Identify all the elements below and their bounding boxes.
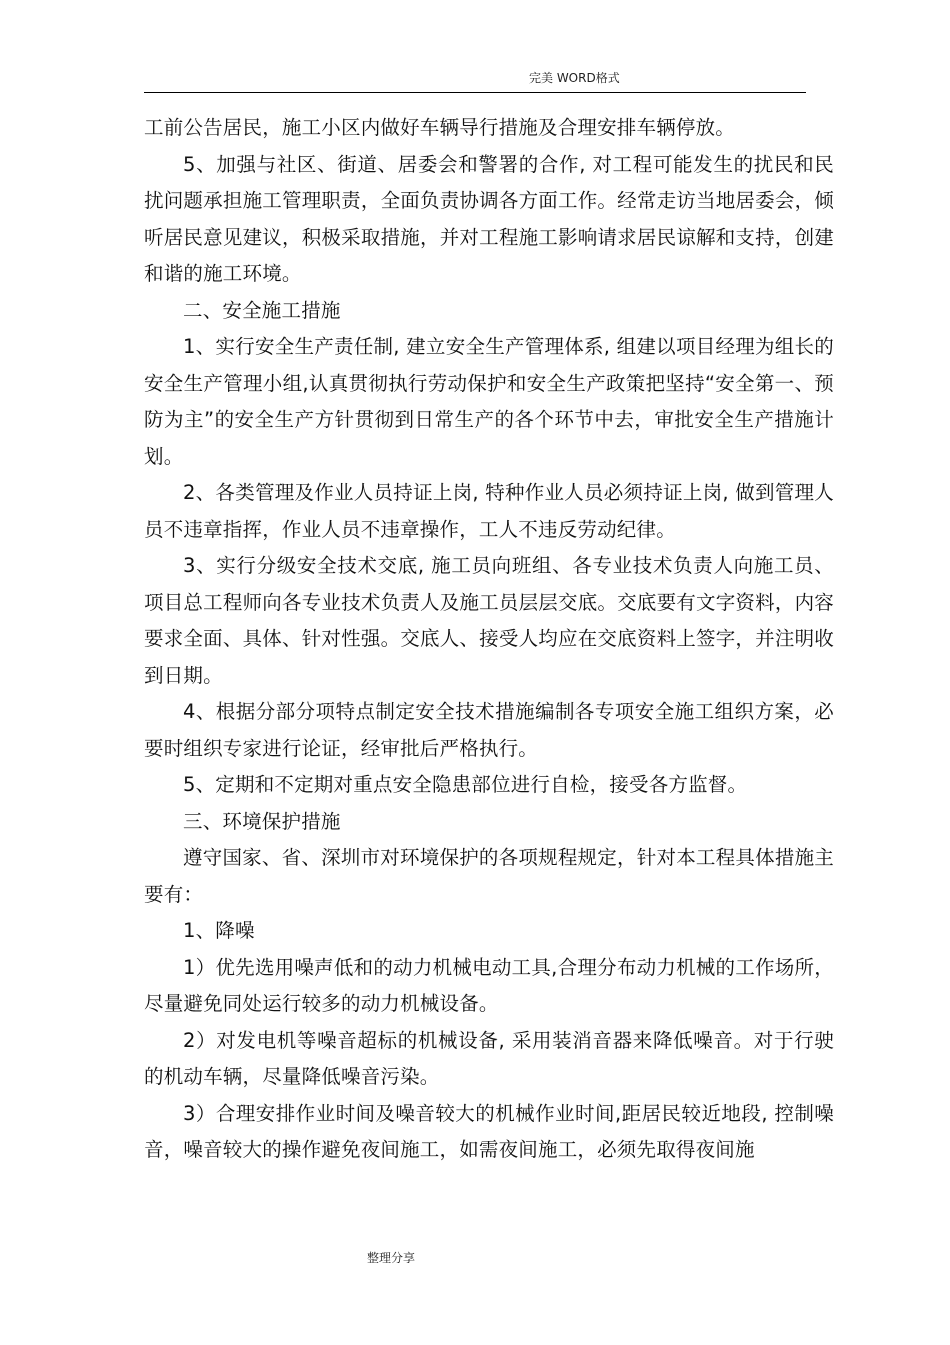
paragraph-safety-4: 4、根据分部分项特点制定安全技术措施编制各专项安全施工组织方案，必要时组织专家进行论证，经审批后严格执行。	[144, 700, 834, 760]
paragraph-safety-3: 3、实行分级安全技术交底, 施工员向班组、各专业技术负责人向施工员、项目总工程师向各专业技术负责人及施工员层层交底。交底要有文字资料，内容要求全面、具体、针对性强。交底人、接受人均应在交底资料上签字，并注明收到日期。	[144, 554, 834, 687]
subheading-noise-reduction: 1、降噪	[183, 919, 255, 942]
paragraph-safety-1: 1、实行安全生产责任制, 建立安全生产管理体系, 组建以项目经理为组长的安全生产管理小组,认真贯彻执行劳动保护和安全生产政策把坚持“安全第一、预防为主”的安全生产方针贯彻到日常生产的各个环节中去，审批安全生产措施计划。	[144, 335, 834, 468]
paragraph-noise-3: 3）合理安排作业时间及噪音较大的机械作业时间,距居民较近地段, 控制噪音，噪音较大的操作避免夜间施工，如需夜间施工，必须先取得夜间施	[144, 1101, 834, 1161]
paragraph-safety-5: 5、定期和不定期对重点安全隐患部位进行自检，接受各方监督。	[183, 773, 748, 796]
header-text: 完美 WORD格式	[529, 71, 620, 85]
paragraph-safety-2: 2、各类管理及作业人员持证上岗, 特种作业人员必须持证上岗, 做到管理人员不违章指挥，作业人员不违章操作，工人不违反劳动纪律。	[144, 481, 834, 541]
section-heading-safety: 二、安全施工措施	[183, 298, 341, 322]
page-header	[0, 68, 950, 88]
footer-text: 整理分享	[367, 1251, 416, 1265]
paragraph-item-5-community: 5、加强与社区、街道、居委会和警署的合作, 对工程可能发生的扰民和民扰问题承担施工管理职责，全面负责协调各方面工作。经常走访当地居委会，倾听居民意见建议，积极采取措施，并对工程施工影响请求居民谅解和支持，创建和谐的施工环境。	[144, 152, 834, 285]
section-heading-environment: 三、环境保护措施	[183, 809, 341, 833]
paragraph-noise-2: 2）对发电机等噪音超标的机械设备, 采用装消音器来降低噪音。对于行驶的机动车辆，尽量降低噪音污染。	[144, 1028, 834, 1088]
header-divider	[144, 92, 806, 93]
paragraph-noise-1: 1）优先选用噪声低和的动力机械电动工具,合理分布动力机械的工作场所，尽量避免同处运行较多的动力机械设备。	[144, 955, 834, 1015]
paragraph-environment-intro: 遵守国家、省、深圳市对环境保护的各项规程规定，针对本工程具体措施主要有：	[144, 846, 834, 906]
document-body	[144, 110, 834, 1169]
paragraph-continuation: 工前公告居民，施工小区内做好车辆导行措施及合理安排车辆停放。	[144, 116, 736, 139]
page-footer	[0, 1248, 950, 1268]
